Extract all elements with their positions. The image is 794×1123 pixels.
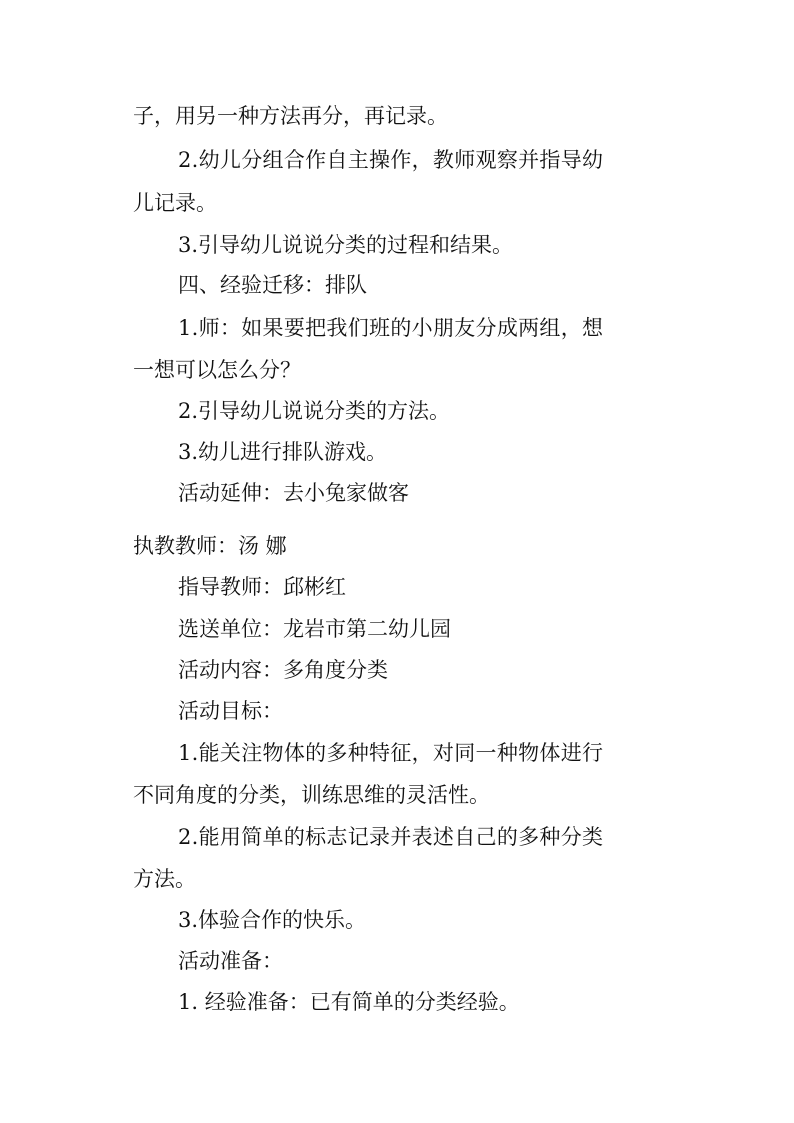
text-line-continuation: 子，用另一种方法再分，再记录。	[133, 104, 448, 128]
section-heading-experience-transfer: 四、经验迁移：排队	[178, 273, 367, 297]
text-line-step-2: 2.引导幼儿说说分类的方法。	[178, 399, 451, 423]
section-heading-activity-goals: 活动目标：	[178, 699, 283, 723]
text-line-preparation-1: 1. 经验准备：已有简单的分类经验。	[178, 990, 520, 1014]
text-line-continuation: 不同角度的分类，训练思维的灵活性。	[133, 783, 490, 807]
text-line-step-2: 2.幼儿分组合作自主操作，教师观察并指导幼	[178, 148, 604, 172]
text-line-continuation: 方法。	[133, 867, 196, 891]
text-line-unit: 选送单位：龙岩市第二幼儿园	[178, 617, 451, 641]
text-line-goal-2: 2.能用简单的标志记录并表述自己的多种分类	[178, 825, 604, 849]
text-line-supervisor: 指导教师：邱彬红	[178, 575, 346, 599]
text-line-step-3: 3.引导幼儿说说分类的过程和结果。	[178, 233, 514, 257]
text-line-goal-3: 3.体验合作的快乐。	[178, 908, 367, 932]
text-line-continuation: 一想可以怎么分？	[133, 358, 301, 382]
text-line-goal-1: 1.能关注物体的多种特征，对同一种物体进行	[178, 741, 604, 765]
text-line-step-1: 1.师：如果要把我们班的小朋友分成两组，想	[178, 316, 604, 340]
text-line-activity-content: 活动内容：多角度分类	[178, 658, 388, 682]
section-heading-activity-preparation: 活动准备：	[178, 949, 283, 973]
text-line-teacher: 执教教师：汤 娜	[133, 534, 287, 558]
text-line-continuation: 儿记录。	[133, 191, 217, 215]
text-line-step-3: 3.幼儿进行排队游戏。	[178, 440, 388, 464]
text-line-activity-extension: 活动延伸：去小兔家做客	[178, 481, 409, 505]
